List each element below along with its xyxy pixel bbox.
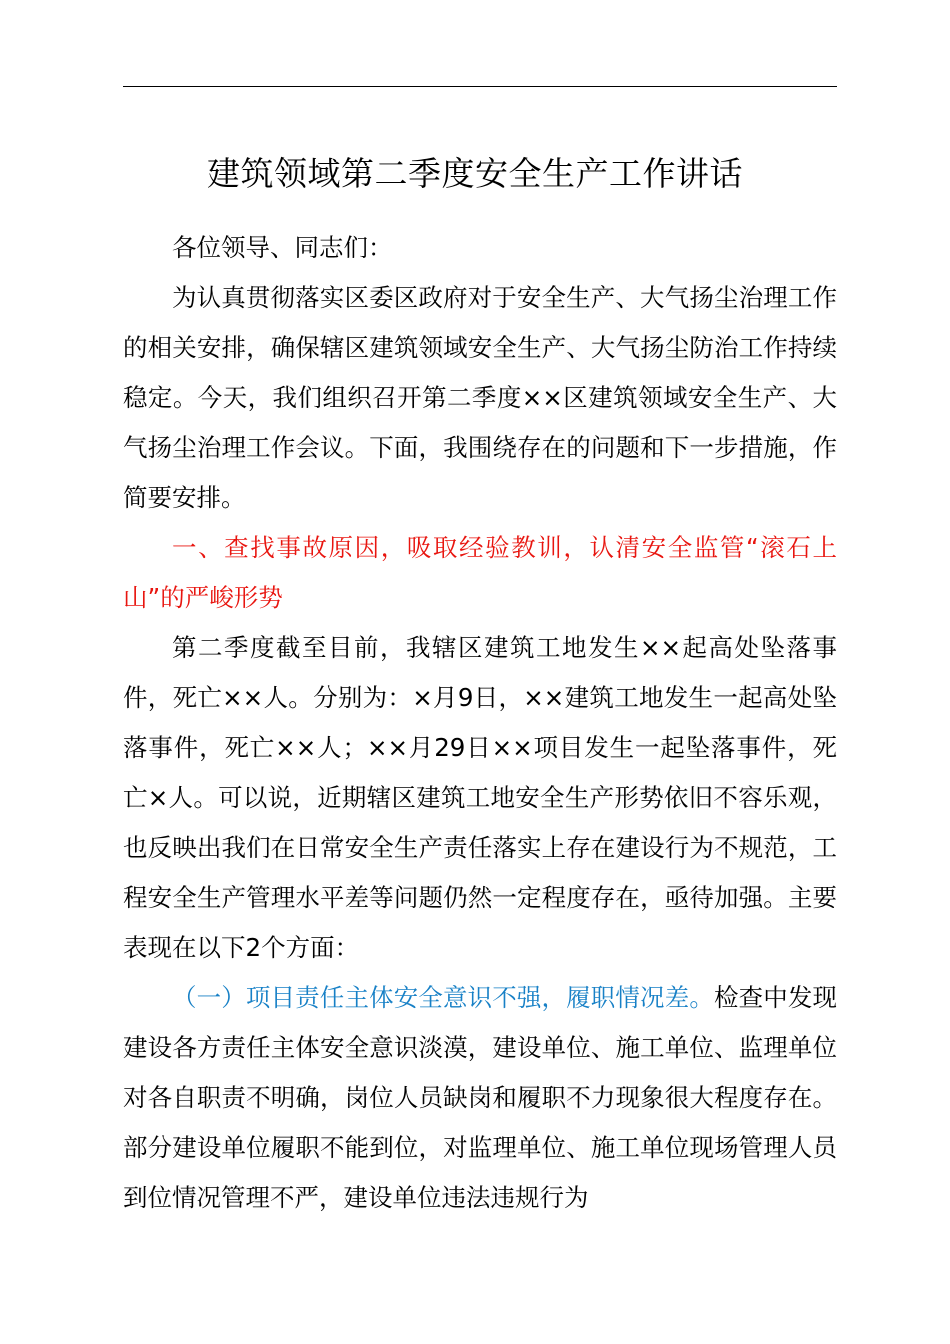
- subsection-paragraph-1: [123, 973, 837, 1223]
- document-title: 建筑领域第二季度安全生产工作讲话: [207, 154, 743, 193]
- subsection-heading-1: （一）项目责任主体安全意识不强，履职情况差。: [172, 983, 714, 1012]
- subsection-body-1: 检查中发现建设各方责任主体安全意识淡漠，建设单位、施工单位、监理单位对各自职责不明确，岗位人员缺岗和履职不力现象很大程度存在。部分建设单位履职不能到位，对监理单位、施工单位现场管理人员到位情况管理不严，建设单位违法违规行为: [123, 983, 838, 1212]
- header-rule: [123, 86, 837, 87]
- salutation: 各位领导、同志们：: [172, 233, 393, 262]
- situation-paragraph: 第二季度截至目前，我辖区建筑工地发生××起高处坠落事件，死亡××人。分别为：×月9日，××建筑工地发生一起高处坠落事件，死亡××人；××月29日××项目发生一起坠落事件，死亡×人。可以说，近期辖区建筑工地安全生产形势依旧不容乐观，也反映出我们在日常安全生产责任落实上存在建设行为不规范，工程安全生产管理水平差等问题仍然一定程度存在，亟待加强。主要表现在以下2个方面：: [123, 633, 837, 962]
- section-heading-1: 一、查找事故原因，吸取经验教训，认清安全监管“滚石上山”的严峻形势: [123, 533, 837, 612]
- intro-paragraph: 为认真贯彻落实区委区政府对于安全生产、大气扬尘治理工作的相关安排，确保辖区建筑领域安全生产、大气扬尘防治工作持续稳定。今天，我们组织召开第二季度××区建筑领域安全生产、大气扬尘治理工作会议。下面，我围绕存在的问题和下一步措施，作简要安排。: [123, 283, 837, 512]
- document-body: [123, 223, 837, 1223]
